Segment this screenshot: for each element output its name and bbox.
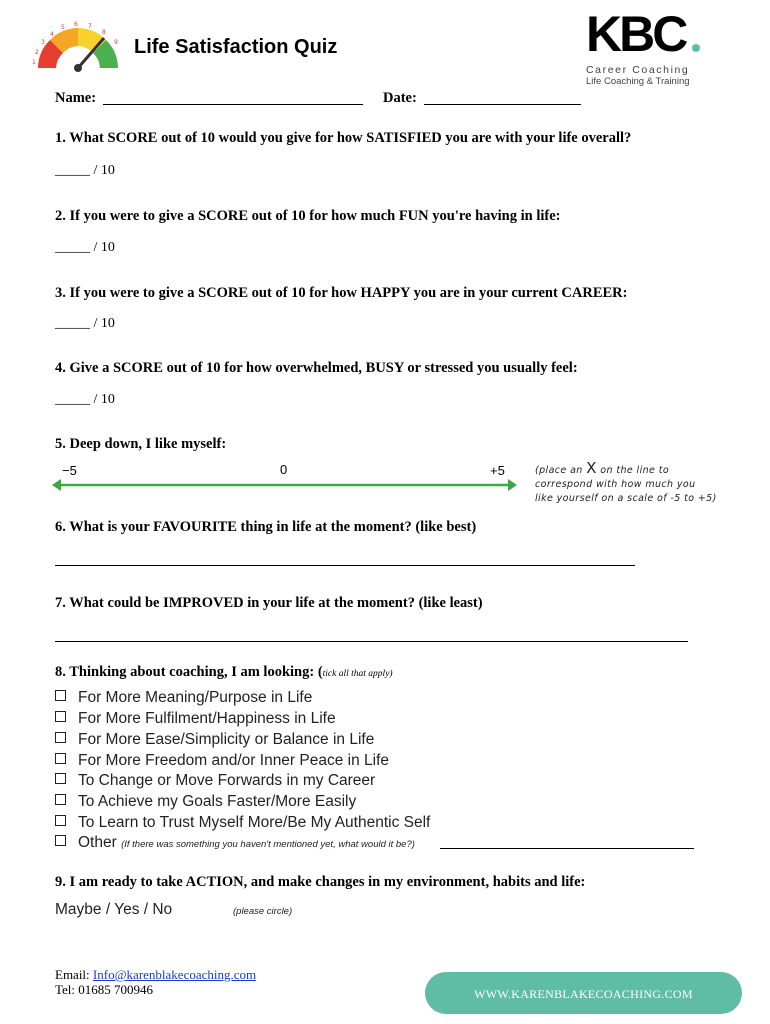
scale-note-x: X	[586, 459, 597, 477]
gauge-number: 7	[88, 23, 92, 30]
score-field-1[interactable]: _____ / 10	[55, 163, 115, 178]
logo-text: KBC	[586, 6, 686, 62]
coaching-option-other[interactable]	[55, 834, 415, 852]
question-9: 9. I am ready to take ACTION, and make changes in my environment, habits and life:	[55, 874, 586, 890]
logo-dot	[692, 44, 700, 52]
scale-max-label: +5	[490, 463, 505, 478]
gauge-number: 6	[74, 21, 78, 28]
checkbox-icon[interactable]	[55, 794, 66, 805]
score-field-2[interactable]: _____ / 10	[55, 240, 115, 255]
checkbox-icon[interactable]	[55, 815, 66, 826]
question-4: 4. Give a SCORE out of 10 for how overwhelmed, BUSY or stressed you usually feel:	[55, 360, 578, 376]
website-url: WWW.KARENBLAKECOACHING.COM	[474, 987, 693, 1001]
self-like-scale[interactable]	[52, 478, 517, 492]
email-label: Email:	[55, 967, 93, 982]
checkbox-icon[interactable]	[55, 732, 66, 743]
website-banner[interactable]	[425, 972, 742, 1014]
scale-note-pre: (place an	[535, 465, 587, 476]
coaching-option[interactable]	[55, 731, 374, 749]
gauge-number: 8	[102, 29, 106, 36]
coaching-option[interactable]	[55, 710, 336, 728]
other-label: Other	[78, 834, 117, 851]
option-label: To Learn to Trust Myself More/Be My Authentic Self	[78, 814, 431, 831]
logo-line1: Career Coaching	[586, 64, 690, 76]
scale-mid-label: 0	[280, 462, 288, 477]
action-choices-note: (please circle)	[233, 906, 293, 917]
coaching-option[interactable]	[55, 752, 389, 770]
question-6: 6. What is your FAVOURITE thing in life at the moment? (like best)	[55, 519, 477, 535]
improve-answer-field[interactable]	[55, 641, 688, 642]
date-field[interactable]	[424, 104, 581, 105]
checkbox-icon[interactable]	[55, 773, 66, 784]
score-field-4[interactable]: _____ / 10	[55, 392, 115, 407]
gauge-number: 2	[35, 49, 39, 56]
email-link[interactable]: Info@karenblakecoaching.com	[92, 967, 257, 982]
gauge-icon	[28, 20, 128, 74]
action-choices[interactable]: Maybe / Yes / No	[55, 901, 173, 918]
checkbox-icon[interactable]	[55, 690, 66, 701]
footer-email	[55, 967, 256, 983]
question-1: 1. What SCORE out of 10 would you give for how SATISFIED you are with your life overall?	[55, 130, 632, 146]
option-label: For More Fulfilment/Happiness in Life	[78, 710, 336, 727]
option-label: To Achieve my Goals Faster/More Easily	[78, 793, 357, 810]
coaching-option[interactable]	[55, 814, 430, 832]
coaching-option[interactable]	[55, 793, 356, 811]
favourite-answer-field[interactable]	[55, 565, 635, 566]
page-title: Life Satisfaction Quiz	[134, 36, 338, 58]
option-label: For More Ease/Simplicity or Balance in Life	[78, 731, 375, 748]
question-7: 7. What could be IMPROVED in your life at the moment? (like least)	[55, 595, 483, 611]
name-label: Name:	[55, 90, 97, 106]
scale-note	[535, 461, 717, 506]
question-5: 5. Deep down, I like myself:	[55, 436, 227, 452]
name-field[interactable]	[103, 104, 363, 105]
option-label: For More Freedom and/or Inner Peace in Life	[78, 752, 390, 769]
coaching-option[interactable]	[55, 689, 312, 707]
scale-note-line2: correspond with how much you	[535, 479, 696, 490]
coaching-option[interactable]	[55, 772, 375, 790]
other-answer-field[interactable]	[440, 848, 694, 849]
question-8-note: tick all that apply)	[322, 669, 393, 679]
option-label: To Change or Move Forwards in my Career	[78, 772, 376, 789]
scale-note-line3: like yourself on a scale of -5 to +5)	[535, 493, 717, 504]
question-8-text: 8. Thinking about coaching, I am looking: (	[55, 664, 323, 680]
other-note: (If there was something you haven't mentioned yet, what would it be?)	[121, 839, 415, 850]
checkbox-icon[interactable]	[55, 753, 66, 764]
gauge-number: 3	[41, 39, 45, 46]
checkbox-icon[interactable]	[55, 711, 66, 722]
gauge-number: 9	[114, 39, 118, 46]
gauge-number: 5	[61, 24, 65, 31]
scale-min-label: −5	[62, 463, 77, 478]
date-label: Date:	[383, 90, 417, 106]
question-2: 2. If you were to give a SCORE out of 10 for how much FUN you're having in life:	[55, 208, 561, 224]
gauge-number: 4	[50, 31, 54, 38]
question-8	[55, 664, 393, 681]
logo-line2: Life Coaching & Training	[586, 76, 690, 87]
footer-tel: Tel: 01685 700946	[55, 982, 154, 997]
scale-note-post: on the line to	[596, 465, 670, 476]
checkbox-icon[interactable]	[55, 835, 66, 846]
kbc-logo	[586, 6, 706, 87]
option-label: For More Meaning/Purpose in Life	[78, 689, 313, 706]
gauge-number: 1	[32, 59, 36, 66]
question-3: 3. If you were to give a SCORE out of 10 for how HAPPY you are in your current CAREER:	[55, 285, 628, 301]
score-field-3[interactable]: _____ / 10	[55, 316, 115, 331]
